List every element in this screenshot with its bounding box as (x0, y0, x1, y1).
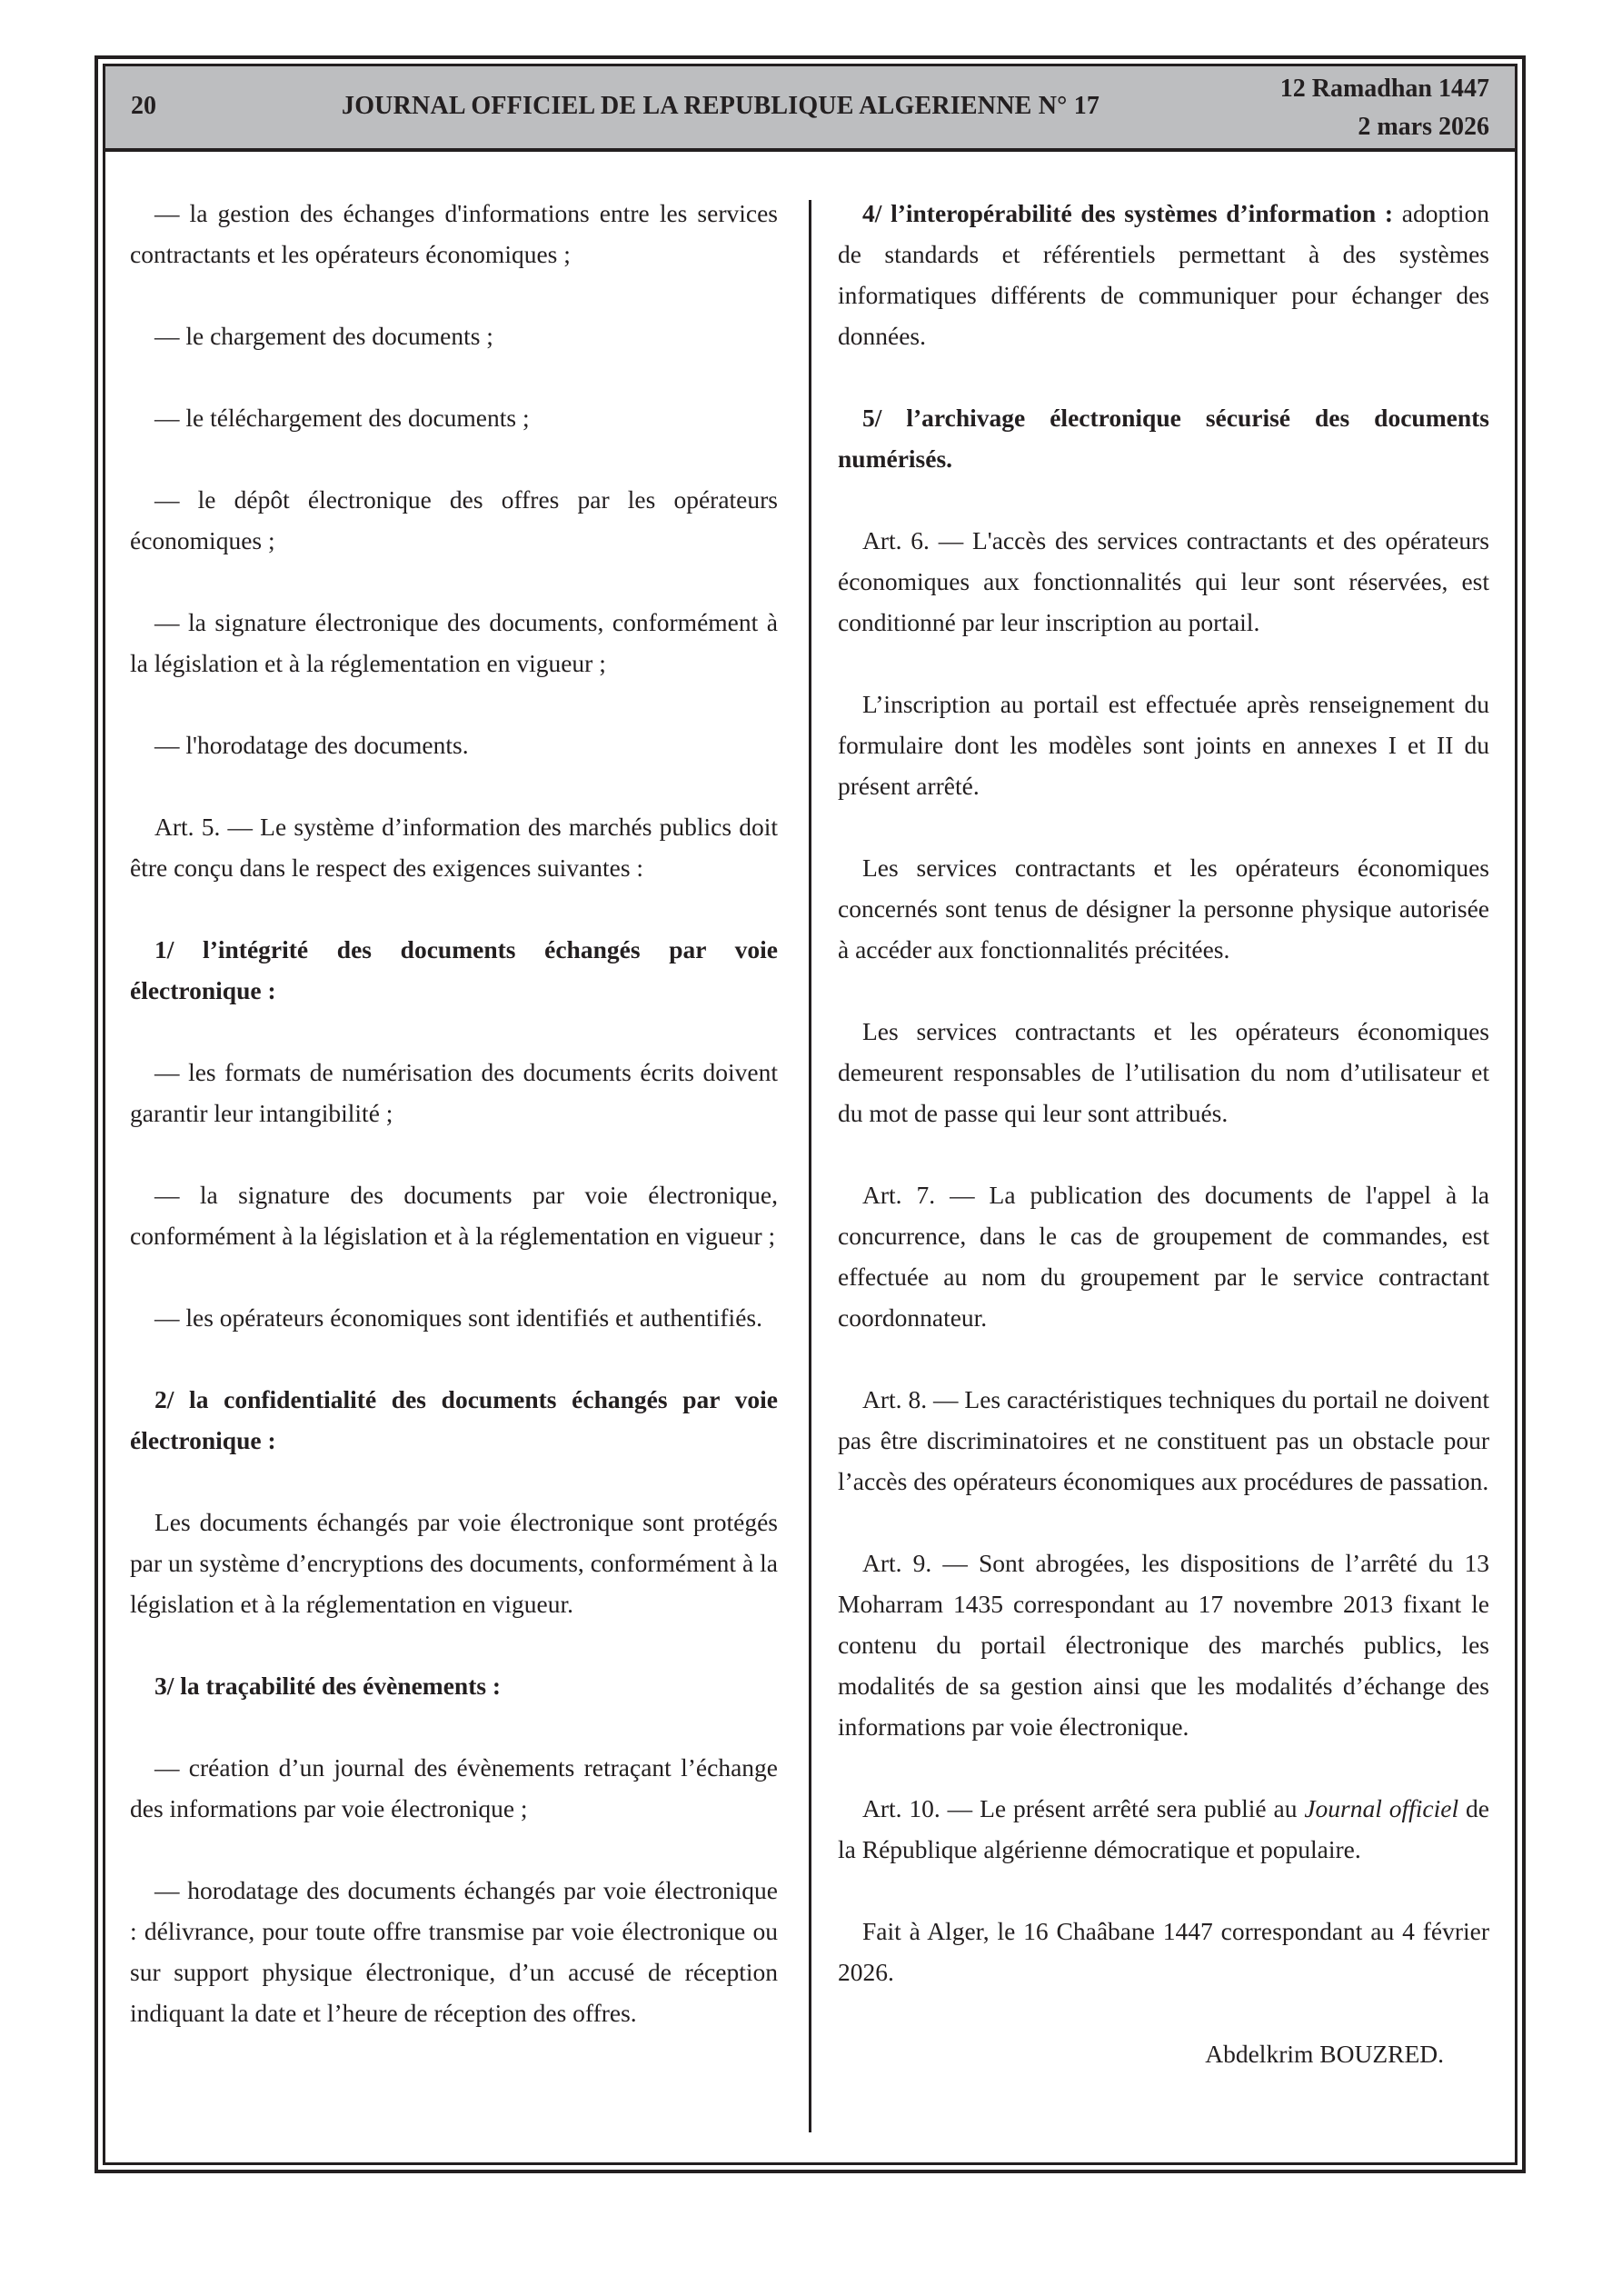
requirement-heading-3: 3/ la traçabilité des évènements : (154, 1672, 502, 1700)
journal-officiel-italic: Journal officiel (1304, 1794, 1459, 1822)
list-item: — l'horodatage des documents. (154, 731, 469, 759)
article-10-text: Art. 10. — Le présent arrêté sera publié au (862, 1794, 1305, 1822)
signature: Abdelkrim BOUZRED. (1205, 2040, 1444, 2068)
paragraph: L’inscription au portail est effectuée après renseignement du formulaire dont les modèles sont joints en annexes I et II du présent arrêté. (838, 690, 1489, 800)
paragraph: Les services contractants et les opérateurs économiques demeurent responsables de l’utilisation du nom d’utilisateur et du mot de passe qui leur sont attribués. (838, 1017, 1489, 1127)
requirement-heading-4: 4/ l’interopérabilité des systèmes d’information : (862, 199, 1394, 227)
list-item: — le dépôt électronique des offres par les opérateurs économiques ; (130, 485, 778, 554)
requirement-heading-5: 5/ l’archivage électronique sécurisé des documents numérisés. (838, 404, 1489, 473)
journal-title: JOURNAL OFFICIEL DE LA REPUBLIQUE ALGERIENNE N° 17 (342, 92, 1100, 120)
list-item: — la gestion des échanges d'informations entre les services contractants et les opérateurs économiques ; (130, 199, 778, 268)
list-item: — les opérateurs économiques sont identifiés et authentifiés. (154, 1303, 762, 1332)
column-divider (809, 200, 811, 2132)
article-5: Art. 5. — Le système d’information des marchés publics doit être conçu dans le respect des exigences suivantes : (130, 813, 778, 882)
requirement-4 (838, 193, 1489, 356)
article-9: Art. 9. — Sont abrogées, les dispositions de l’arrêté du 13 Moharram 1435 correspondant au 17 novembre 2013 fixant le contenu du portail électronique des marchés publics, les modalités de sa gestion ainsi que les modalités d’échange des informations par voie électronique. (838, 1549, 1489, 1741)
requirement-heading-1: 1/ l’intégrité des documents échangés par voie électronique : (130, 935, 778, 1004)
right-column (838, 193, 1489, 2115)
article-8: Art. 8. — Les caractéristiques techniques du portail ne doivent pas être discriminatoires et ne constituent pas un obstacle pour l’accès des opérateurs économiques aux procédures de passation. (838, 1385, 1489, 1495)
list-item: — le chargement des documents ; (154, 322, 493, 350)
article-7: Art. 7. — La publication des documents de l'appel à la concurrence, dans le cas de groupement de commandes, est effectuée au nom du groupement par le service contractant coordonnateur. (838, 1181, 1489, 1332)
hijri-date: 12 Ramadhan 1447 (1279, 75, 1489, 103)
article-10 (838, 1788, 1489, 1870)
requirement-4-text: adoption de standards et référentiels permettant à des systèmes informatiques différents de communiquer pour échanger des données. (838, 199, 1489, 350)
list-item: — les formats de numérisation des documents écrits doivent garantir leur intangibilité ; (130, 1058, 778, 1127)
paragraph: Les services contractants et les opérateurs économiques concernés sont tenus de désigner la personne physique autorisée à accéder aux fonctionnalités précitées. (838, 854, 1489, 963)
list-item: — la signature des documents par voie électronique, conformément à la législation et à la réglementation en vigueur ; (130, 1181, 778, 1250)
journal-header (105, 66, 1515, 152)
list-item: — le téléchargement des documents ; (154, 404, 530, 432)
gregorian-date: 2 mars 2026 (1358, 113, 1489, 141)
article-10-text-end: de la République algérienne démocratique et populaire. (838, 1794, 1489, 1863)
list-item: — horodatage des documents échangés par voie électronique : délivrance, pour toute offre transmise par voie électronique ou sur support physique électronique, d’un accusé de réception indiquant la date et l’heure de réception des offres. (130, 1876, 778, 2027)
paragraph: Les documents échangés par voie électronique sont protégés par un système d’encryptions des documents, conformément à la législation et à la réglementation en vigueur. (130, 1508, 778, 1618)
issue-date (1280, 70, 1489, 146)
requirement-heading-2: 2/ la confidentialité des documents échangés par voie électronique : (130, 1385, 778, 1454)
article-6: Art. 6. — L'accès des services contractants et des opérateurs économiques aux fonctionnalités qui leur sont réservées, est conditionné par leur inscription au portail. (838, 526, 1489, 636)
page-number: 20 (131, 92, 156, 120)
list-item: — la signature électronique des documents, conformément à la législation et à la réglementation en vigueur ; (130, 608, 778, 677)
list-item: — création d’un journal des évènements retraçant l’échange des informations par voie électronique ; (130, 1753, 778, 1822)
place-and-date: Fait à Alger, le 16 Chaâbane 1447 correspondant au 4 février 2026. (838, 1917, 1489, 1986)
left-column (130, 193, 778, 2074)
